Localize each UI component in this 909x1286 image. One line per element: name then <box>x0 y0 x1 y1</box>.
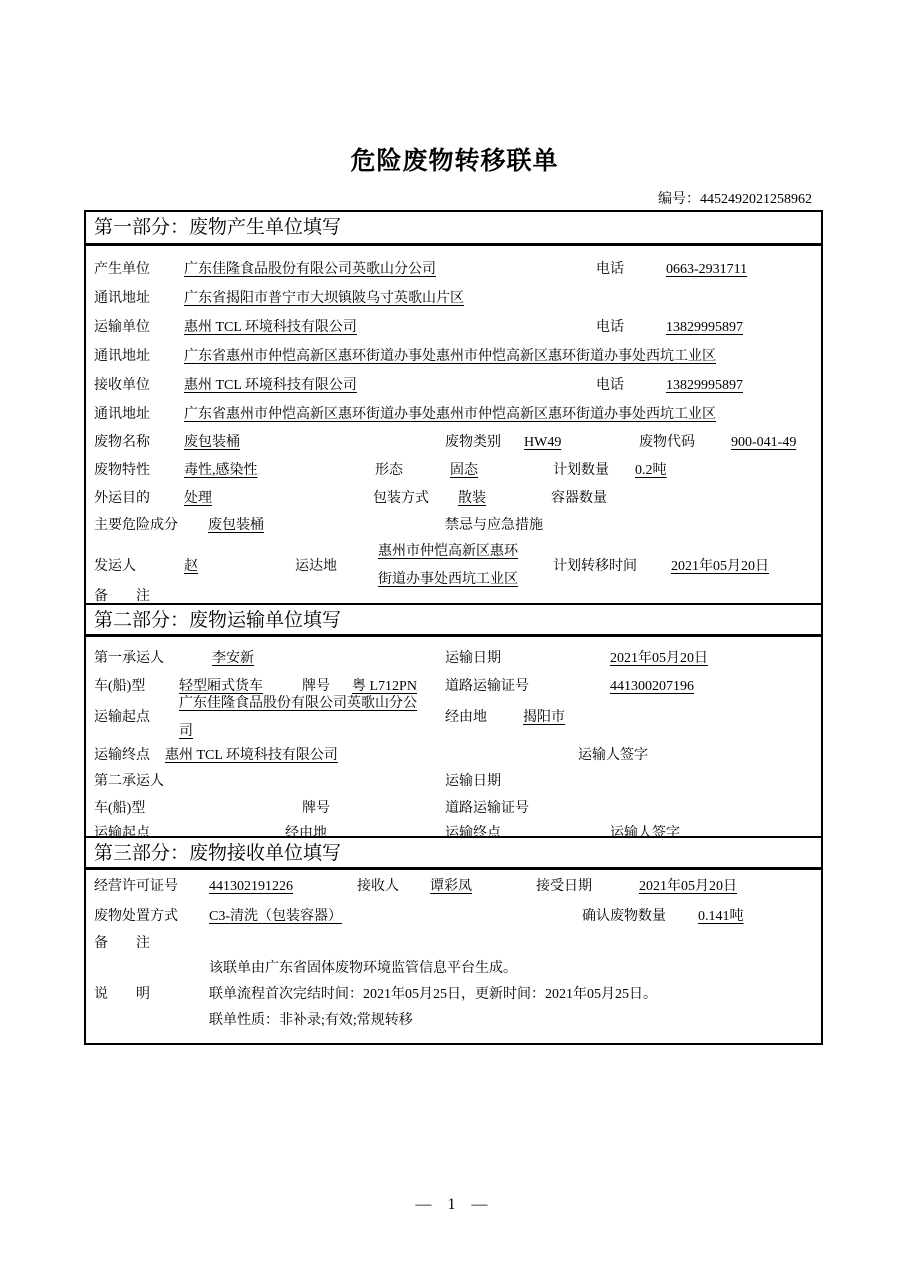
generator-address-label: 通讯地址 <box>94 291 150 306</box>
manifest-table <box>84 210 823 1045</box>
receiver-address-value: 广东省惠州市仲恺高新区惠环街道办事处惠州市仲恺高新区惠环街道办事处西坑工业区 <box>184 407 716 422</box>
transporter-value: 惠州 TCL 环境科技有限公司 <box>184 320 357 335</box>
planned-qty-label: 计划数量 <box>553 463 609 478</box>
generator-label: 产生单位 <box>94 262 150 277</box>
accept-date-label: 接受日期 <box>536 879 592 894</box>
disposal-value: C3-清洗（包装容器） <box>209 909 342 924</box>
receiver-value: 惠州 TCL 环境科技有限公司 <box>184 378 357 393</box>
section3-remark-label: 备 注 <box>94 936 150 951</box>
purpose-value: 处理 <box>184 491 212 506</box>
purpose-label: 外运目的 <box>94 491 150 506</box>
transport-date1-value: 2021年05月20日 <box>610 651 708 666</box>
receiver-address-label: 通讯地址 <box>94 407 150 422</box>
plate2-label: 牌号 <box>302 801 330 816</box>
road-license1-label: 道路运输证号 <box>445 679 529 694</box>
waste-name-value: 废包装桶 <box>184 435 240 450</box>
receiver-phone-label: 电话 <box>596 378 624 393</box>
receiver-person-label: 接收人 <box>357 879 399 894</box>
waste-name-label: 废物名称 <box>94 435 150 450</box>
row-generator-address <box>86 285 821 313</box>
container-qty-label: 容器数量 <box>551 491 607 506</box>
transport-date1-label: 运输日期 <box>445 651 501 666</box>
row-vehicle2 <box>86 795 821 823</box>
row-generator <box>86 256 821 284</box>
row-carrier2 <box>86 768 821 796</box>
generator-phone-label: 电话 <box>596 262 624 277</box>
vehicle1-label: 车(船)型 <box>94 679 146 694</box>
transfer-time-value: 2021年05月20日 <box>671 559 769 574</box>
via1-value: 揭阳市 <box>523 710 565 725</box>
generator-value: 广东佳隆食品股份有限公司英歌山分公司 <box>184 262 436 277</box>
note-line2: 联单流程首次完结时间：2021年05月25日，更新时间：2021年05月25日。 <box>209 987 657 1002</box>
row-note-line2 <box>86 981 821 1009</box>
row-waste-property <box>86 457 821 485</box>
transporter-address-label: 通讯地址 <box>94 349 150 364</box>
origin1-label: 运输起点 <box>94 710 150 725</box>
vehicle1-value: 轻型厢式货车 <box>179 679 263 694</box>
waste-form-value: 固态 <box>450 463 478 478</box>
waste-property-value: 毒性,感染性 <box>184 463 258 478</box>
packing-value: 散装 <box>458 491 486 506</box>
section3-header: 第三部分：废物接收单位填写 <box>86 836 821 870</box>
row-permit <box>86 873 821 901</box>
transport-date2-label: 运输日期 <box>445 774 501 789</box>
row-note-line3 <box>86 1007 821 1035</box>
via1-label: 经由地 <box>445 710 487 725</box>
receiver-label: 接收单位 <box>94 378 150 393</box>
packing-label: 包装方式 <box>373 491 429 506</box>
row-note-line1 <box>86 955 821 983</box>
emergency-label: 禁忌与应急措施 <box>445 518 543 533</box>
transporter-label: 运输单位 <box>94 320 150 335</box>
waste-category-label: 废物类别 <box>445 435 501 450</box>
note-line1: 该联单由广东省固体废物环境监管信息平台生成。 <box>209 961 517 976</box>
note-label: 说 明 <box>94 987 150 1002</box>
row-section3-remark <box>86 930 821 958</box>
destination-label: 运达地 <box>295 559 337 574</box>
destination-value: 惠州市仲恺高新区惠环街道办事处西坑工业区 <box>378 544 518 587</box>
document-title: 危险废物转移联单 <box>350 148 559 175</box>
hazard-value: 废包装桶 <box>208 518 264 533</box>
transporter-address-value: 广东省惠州市仲恺高新区惠环街道办事处惠州市仲恺高新区惠环街道办事处西坑工业区 <box>184 349 716 364</box>
waste-code-value: 900-041-49 <box>731 435 797 450</box>
note-line3: 联单性质：非补录;有效;常规转移 <box>209 1013 413 1028</box>
section1-header: 第一部分：废物产生单位填写 <box>86 212 821 246</box>
road-license2-label: 道路运输证号 <box>445 801 529 816</box>
waste-form-label: 形态 <box>375 463 403 478</box>
serial-label: 编号： <box>658 192 700 207</box>
sign1-label: 运输人签字 <box>578 748 648 763</box>
hazard-label: 主要危险成分 <box>94 518 178 533</box>
carrier1-label: 第一承运人 <box>94 651 164 666</box>
road-license1-value: 441300207196 <box>610 679 694 694</box>
dispatch-label: 发运人 <box>94 559 136 574</box>
plate1-value: 粤 L712PN <box>352 679 417 694</box>
receiver-person-value: 谭彩凤 <box>430 879 472 894</box>
permit-value: 441302191226 <box>209 879 293 894</box>
transporter-phone-label: 电话 <box>596 320 624 335</box>
row-waste-name <box>86 429 821 457</box>
sign2-label: 运输人签字 <box>610 826 680 841</box>
row-purpose <box>86 485 821 513</box>
carrier2-label: 第二承运人 <box>94 774 164 789</box>
plate1-label: 牌号 <box>302 679 330 694</box>
planned-qty-value: 0.2吨 <box>635 463 667 478</box>
end1-value: 惠州 TCL 环境科技有限公司 <box>165 748 338 763</box>
page-footer: — 1 — <box>415 1196 494 1213</box>
row-transporter <box>86 314 821 342</box>
end2-label: 运输终点 <box>445 826 501 841</box>
row-disposal <box>86 903 821 931</box>
waste-code-label: 废物代码 <box>639 435 695 450</box>
row-transporter-address <box>86 343 821 371</box>
dispatch-value: 赵 <box>184 559 198 574</box>
via2-label: 经由地 <box>285 826 327 841</box>
confirmed-qty-label: 确认废物数量 <box>582 909 666 924</box>
row-receiver-address <box>86 401 821 429</box>
transfer-time-label: 计划转移时间 <box>553 559 637 574</box>
confirmed-qty-value: 0.141吨 <box>698 909 744 924</box>
generator-phone-value: 0663-2931711 <box>666 262 748 277</box>
waste-category-value: HW49 <box>524 435 562 450</box>
end1-label: 运输终点 <box>94 748 150 763</box>
origin1-value: 广东佳隆食品股份有限公司英歌山分公司 <box>179 696 417 739</box>
origin2-label: 运输起点 <box>94 826 150 841</box>
row-route1 <box>86 690 821 748</box>
waste-property-label: 废物特性 <box>94 463 150 478</box>
transporter-phone-value: 13829995897 <box>666 320 743 335</box>
row-route1-end <box>86 742 821 770</box>
row-carrier1 <box>86 645 821 673</box>
serial-number <box>658 188 812 208</box>
serial-value: 4452492021258962 <box>700 192 812 207</box>
accept-date-value: 2021年05月20日 <box>639 879 737 894</box>
vehicle2-label: 车(船)型 <box>94 801 146 816</box>
row-hazard <box>86 512 821 540</box>
carrier1-value: 李安新 <box>212 651 254 666</box>
generator-address-value: 广东省揭阳市普宁市大坝镇陂乌寸英歌山片区 <box>184 291 464 306</box>
disposal-label: 废物处置方式 <box>94 909 178 924</box>
row-receiver <box>86 372 821 400</box>
section1-remark-label: 备 注 <box>94 589 150 604</box>
receiver-phone-value: 13829995897 <box>666 378 743 393</box>
section2-header: 第二部分：废物运输单位填写 <box>86 603 821 637</box>
permit-label: 经营许可证号 <box>94 879 178 894</box>
